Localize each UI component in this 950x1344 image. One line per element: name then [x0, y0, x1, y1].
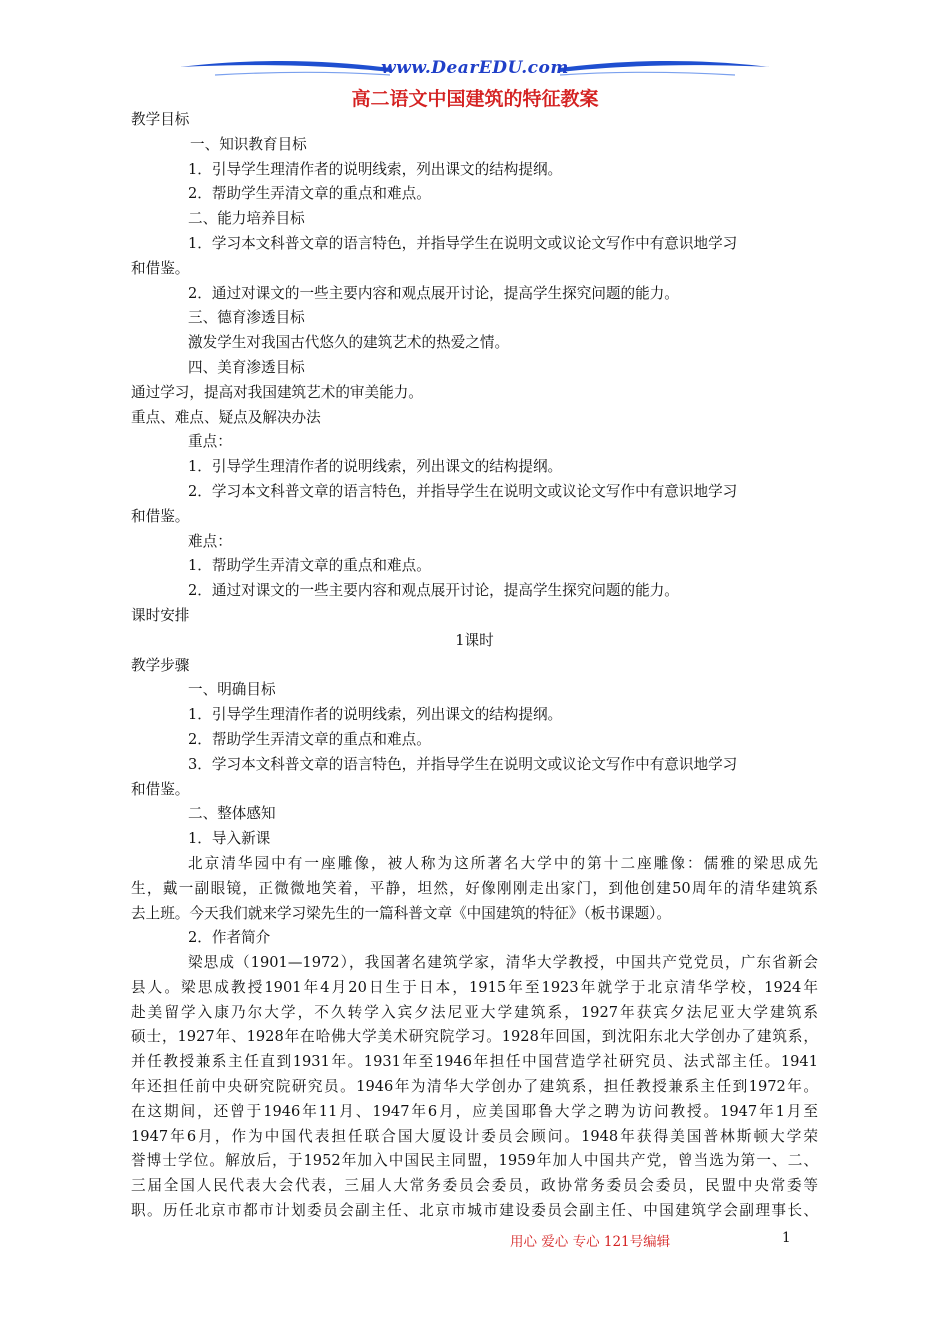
section-heading: 课时安排	[131, 606, 190, 624]
paragraph-line: 北京清华园中有一座雕像，被人称为这所著名大学中的第十二座雕像：儒雅的梁思成先	[188, 854, 818, 872]
subsection-heading: 2．作者简介	[188, 929, 271, 947]
paragraph-line: 和借鉴。	[131, 507, 190, 525]
section-heading: 教学步骤	[131, 656, 190, 674]
paragraph-line: 县人。梁思成教授1901年4月20日生于日本，1915年至1923年就学于北京清华学校，1924年	[131, 978, 818, 996]
paragraph-line: 梁思成（1901—1972），我国著名建筑学家，清华大学教授，中国共产党党员，广东省新会	[188, 954, 818, 972]
paragraph-line: 2．学习本文科普文章的语言特色，并指导学生在说明文或议论文写作中有意识地学习	[188, 482, 738, 500]
footer-slogan: 用心 爱心 专心 121号编辑	[510, 1234, 671, 1250]
paragraph-line: 去上班。今天我们就来学习梁先生的一篇科普文章《中国建筑的特征》（板书课题）。	[131, 904, 671, 922]
centered-line: 1课时	[455, 631, 494, 649]
subsection-heading: 二、能力培养目标	[188, 210, 305, 228]
paragraph-line: 2．帮助学生弄清文章的重点和难点。	[188, 185, 431, 203]
paragraph-line: 在这期间，还曾于1946年11月、1947年6月，应美国耶鲁大学之聘为访问教授。1947年1月至	[131, 1102, 818, 1120]
paragraph-line: 1．学习本文科普文章的语言特色，并指导学生在说明文或议论文写作中有意识地学习	[188, 234, 738, 252]
paragraph-line: 2．帮助学生弄清文章的重点和难点。	[188, 730, 431, 748]
paragraph-line: 2．通过对课文的一些主要内容和观点展开讨论，提高学生探究问题的能力。	[188, 284, 679, 302]
subsection-heading: 三、德育渗透目标	[188, 309, 305, 327]
site-url[interactable]: www.DearEDU.com	[381, 58, 569, 78]
paragraph-line: 1．引导学生理清作者的说明线索，列出课文的结构提纲。	[188, 458, 563, 476]
section-heading: 重点、难点、疑点及解决办法	[131, 408, 321, 426]
subsection-heading: 重点：	[188, 433, 232, 451]
subsection-heading: 1．导入新课	[188, 830, 271, 848]
paragraph-line: 通过学习，提高对我国建筑艺术的审美能力。	[131, 383, 423, 401]
paragraph-line: 3．学习本文科普文章的语言特色，并指导学生在说明文或议论文写作中有意识地学习	[188, 755, 738, 773]
section-heading: 教学目标	[131, 111, 190, 128]
page-footer	[0, 1230, 950, 1250]
paragraph-line: 硕士，1927年、1928年在哈佛大学美术研究院学习。1928年回国，到沈阳东北大学创办了建筑系，	[131, 1028, 818, 1046]
paragraph-line: 2．通过对课文的一些主要内容和观点展开讨论，提高学生探究问题的能力。	[188, 582, 679, 600]
site-header	[175, 55, 775, 85]
subsection-heading: 二、整体感知	[188, 805, 276, 823]
paragraph-line: 三届全国人民代表大会代表，三届人大常务委员会委员，政协常务委员会委员，民盟中央常委等	[131, 1177, 818, 1195]
subsection-heading: 四、美育渗透目标	[188, 358, 305, 376]
subsection-heading: 难点：	[188, 532, 232, 550]
document-body	[131, 108, 818, 1224]
paragraph-line: 1．引导学生理清作者的说明线索，列出课文的结构提纲。	[188, 160, 563, 178]
subsection-heading: 一、知识教育目标	[190, 135, 307, 153]
paragraph-line: 1947年6月，作为中国代表担任联合国大厦设计委员会顾问。1948年获得美国普林斯顿大学荣	[131, 1127, 818, 1145]
page-title: 高二语文中国建筑的特征教案	[351, 88, 599, 110]
page-number: 1	[782, 1230, 791, 1246]
subsection-heading: 一、明确目标	[188, 681, 276, 699]
paragraph-line: 生，戴一副眼镜，正微微地笑着，平静，坦然，好像刚刚走出家门，到他创建50周年的清华建筑系	[131, 879, 818, 897]
paragraph-line: 和借鉴。	[131, 780, 190, 798]
paragraph-line: 赴美留学入康乃尔大学，不久转学入宾夕法尼亚大学建筑系，1927年获宾夕法尼亚大学建筑系	[131, 1003, 818, 1021]
paragraph-line: 誉博士学位。解放后，于1952年加入中国民主同盟，1959年加人中国共产党，曾当选为第一、二、	[131, 1152, 818, 1170]
paragraph-line: 1．引导学生理清作者的说明线索，列出课文的结构提纲。	[188, 706, 563, 724]
paragraph-line: 1．帮助学生弄清文章的重点和难点。	[188, 557, 431, 575]
paragraph-line: 并任教授兼系主任直到1931年。1931年至1946年担任中国营造学社研究员、法式部主任。1941	[131, 1053, 818, 1071]
paragraph-line: 激发学生对我国古代悠久的建筑艺术的热爱之情。	[188, 334, 510, 352]
paragraph-line: 年还担任前中央研究院研究员。1946年为清华大学创办了建筑系，担任教授兼系主任到1972年。	[131, 1078, 818, 1096]
paragraph-line: 职。历任北京市都市计划委员会副主任、北京市城市建设委员会副主任、中国建筑学会副理事长、	[131, 1202, 818, 1220]
paragraph-line: 和借鉴。	[131, 259, 190, 277]
